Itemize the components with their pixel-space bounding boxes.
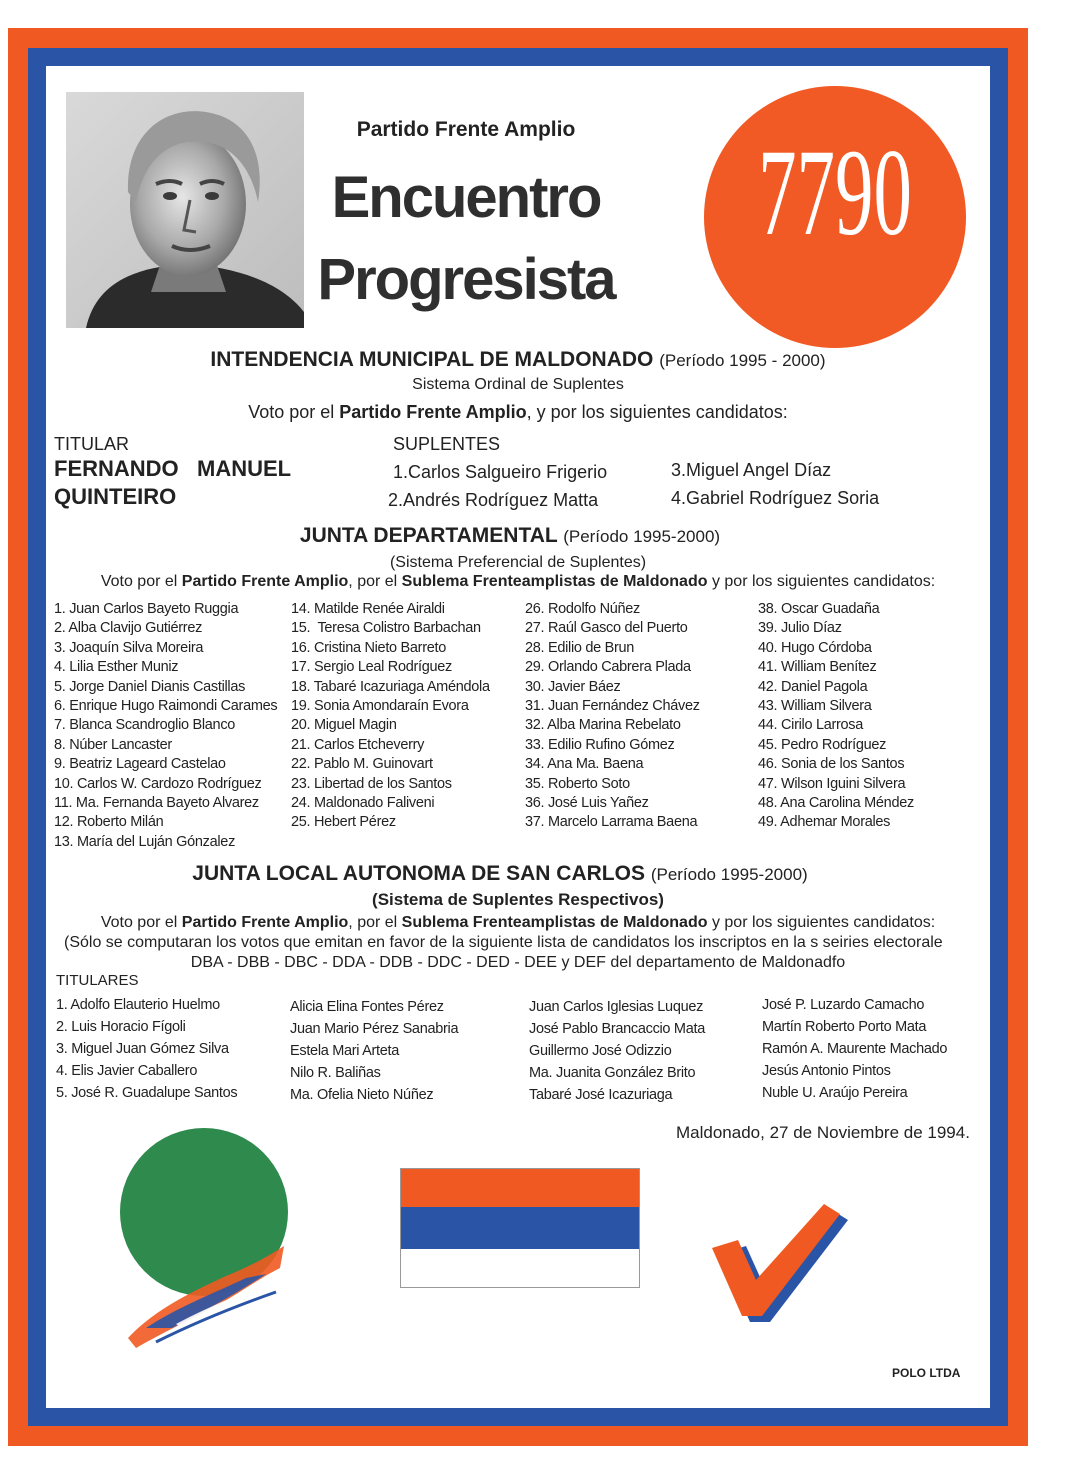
intendencia-heading: [46, 348, 990, 372]
titular-name-line2: QUINTEIRO: [54, 484, 177, 509]
junta-departamental-title: JUNTA DEPARTAMENTAL: [299, 524, 558, 547]
junta-local-period: (Período 1995-2000): [650, 865, 808, 884]
junta-local-column-3: [529, 996, 705, 1106]
list-item: 36. José Luis Yañez: [525, 794, 649, 811]
list-item: 18. Tabaré Icazuriaga Améndola: [291, 678, 490, 695]
vote-prefix: Voto por el: [100, 573, 182, 590]
list-item: 2. Alba Clavijo Gutiérrez: [54, 620, 203, 637]
vote-mid: , por el: [348, 573, 402, 590]
list-item: 23. Libertad de los Santos: [291, 775, 452, 792]
list-item: 15. Teresa Colistro Barbachan: [291, 620, 481, 637]
list-item: José P. Luzardo Camacho: [762, 997, 925, 1013]
list-item: 38. Oscar Guadaña: [758, 601, 880, 617]
junta-local-column-4: [762, 994, 947, 1104]
ballot-content: [46, 66, 990, 1408]
vote-party: Partido Frente Amplio: [181, 573, 349, 590]
vote-suffix: , y por los siguientes candidatos:: [526, 402, 788, 422]
vote-prefix: Voto por el: [100, 914, 182, 931]
junta-local-note-line1: (Sólo se computaran los votos que emitan en favor de la siguiente lista de candidatos los inscriptos en la s seiries electorale: [64, 934, 943, 951]
vote-party: Partido Frente Amplio: [181, 914, 349, 931]
list-item: 39. Julio Díaz: [758, 620, 842, 637]
list-item: 16. Cristina Nieto Barreto: [291, 639, 446, 656]
suplente-2: 2.Andrés Rodríguez Matta: [388, 490, 599, 510]
suplentes-label: SUPLENTES: [393, 434, 501, 454]
list-item: 32. Alba Marina Rebelato: [525, 717, 681, 734]
list-item: Juan Carlos Iglesias Luquez: [529, 999, 704, 1015]
list-item: 19. Sonia Amondaraín Evora: [291, 697, 469, 714]
list-item: 20. Miguel Magin: [291, 717, 397, 734]
vote-suffix: y por los siguientes candidatos:: [707, 914, 936, 931]
party-flag: [400, 1168, 640, 1288]
junta-local-vote-line: [46, 914, 990, 932]
list-item: 33. Edilio Rufino Gómez: [525, 736, 675, 753]
list-item: Nilo R. Baliñas: [290, 1065, 381, 1081]
list-item: 8. Núber Lancaster: [54, 736, 172, 753]
list-item: 40. Hugo Córdoba: [758, 639, 872, 656]
suplente-3: 3.Miguel Angel Díaz: [671, 460, 832, 480]
vote-prefix: Voto por el: [248, 402, 340, 422]
vote-sublema: Sublema Frenteamplistas de Maldonado: [401, 914, 708, 931]
list-item: 45. Pedro Rodríguez: [758, 736, 887, 753]
list-item: 41. William Benítez: [758, 659, 877, 676]
list-number-badge: [704, 86, 966, 348]
list-item: Tabaré José Icazuriaga: [529, 1087, 673, 1103]
list-item: 4. Lilia Esther Muniz: [54, 659, 179, 676]
list-item: 14. Matilde Renée Airaldi: [291, 601, 445, 617]
list-item: 3. Miguel Juan Gómez Silva: [56, 1041, 229, 1057]
list-item: 42. Daniel Pagola: [758, 678, 868, 695]
intendencia-system: Sistema Ordinal de Suplentes: [412, 376, 624, 393]
list-item: Martín Roberto Porto Mata: [762, 1019, 927, 1035]
titular-label: TITULAR: [54, 434, 130, 454]
vote-suffix: y por los siguientes candidatos:: [707, 573, 936, 590]
intendencia-vote-line: [46, 402, 990, 423]
junta-departamental-column-1: [54, 600, 277, 852]
list-item: 17. Sergio Leal Rodríguez: [291, 659, 452, 676]
list-item: 6. Enrique Hugo Raimondi Carames: [54, 697, 278, 714]
list-item: 2. Luis Horacio Fígoli: [56, 1019, 186, 1035]
list-item: 1. Juan Carlos Bayeto Ruggia: [54, 601, 239, 617]
list-item: Juan Mario Pérez Sanabria: [290, 1021, 459, 1037]
list-item: Estela Mari Arteta: [290, 1043, 400, 1059]
list-item: 46. Sonia de los Santos: [758, 756, 905, 773]
list-item: 28. Edilio de Brun: [525, 639, 635, 656]
junta-local-title: JUNTA LOCAL AUTONOMA DE SAN CARLOS: [192, 862, 645, 885]
intendencia-title: INTENDENCIA MUNICIPAL DE MALDONADO: [210, 348, 654, 371]
suplente-1: 1.Carlos Salgueiro Frigerio: [393, 462, 608, 482]
list-name-line1: Encuentro: [331, 165, 601, 230]
list-item: 10. Carlos W. Cardozo Rodríguez: [54, 775, 262, 792]
list-number: 7790: [758, 124, 912, 261]
titular-name-line1: FERNANDO MANUEL: [54, 456, 292, 481]
junta-local-system: (Sistema de Suplentes Respectivos): [372, 890, 664, 909]
intendencia-period: (Período 1995 - 2000): [659, 351, 826, 370]
titulares-label: TITULARES: [56, 972, 139, 989]
list-item: 3. Joaquín Silva Moreira: [54, 639, 204, 656]
list-item: 5. José R. Guadalupe Santos: [56, 1085, 238, 1101]
junta-local-column-2: [290, 996, 458, 1106]
list-item: 47. Wilson Iguini Silvera: [758, 775, 906, 792]
list-item: Ramón A. Maurente Machado: [762, 1041, 948, 1057]
junta-local-heading: [46, 862, 972, 886]
list-item: Ma. Ofelia Nieto Núñez: [290, 1087, 434, 1103]
vote-party: Partido Frente Amplio: [339, 402, 527, 422]
list-item: 37. Marcelo Larrama Baena: [525, 814, 698, 831]
list-item: 27. Raúl Gasco del Puerto: [525, 620, 688, 637]
list-item: 44. Cirilo Larrosa: [758, 717, 864, 734]
flag-white-stripe: [401, 1249, 639, 1287]
list-item: 9. Beatriz Lageard Castelao: [54, 756, 226, 773]
junta-departamental-column-3: [525, 600, 700, 833]
list-item: 25. Hebert Pérez: [291, 814, 396, 831]
list-item: 29. Orlando Cabrera Plada: [525, 659, 691, 676]
printer-credit: POLO LTDA: [892, 1366, 961, 1380]
junta-departamental-vote-line: [46, 573, 990, 591]
flag-orange-stripe: [401, 1169, 639, 1207]
junta-departamental-heading: [46, 524, 982, 548]
list-item: 48. Ana Carolina Méndez: [758, 794, 914, 811]
list-name-line2: Progresista: [317, 247, 615, 312]
list-item: 35. Roberto Soto: [525, 775, 630, 792]
junta-departamental-system: (Sistema Preferencial de Suplentes): [389, 554, 647, 571]
junta-local-column-1: [56, 994, 237, 1104]
list-item: Guillermo José Odizzio: [529, 1043, 672, 1059]
list-item: 7. Blanca Scandroglio Blanco: [54, 717, 236, 734]
list-item: 43. William Silvera: [758, 697, 872, 714]
list-item: José Pablo Brancaccio Mata: [529, 1021, 705, 1037]
vote-mid: , por el: [348, 914, 402, 931]
junta-departamental-column-2: [291, 600, 490, 833]
list-item: 24. Maldonado Faliveni: [291, 794, 435, 811]
list-item: Ma. Juanita González Brito: [529, 1065, 696, 1081]
flag-blue-stripe: [401, 1207, 639, 1249]
list-item: 5. Jorge Daniel Dianis Castillas: [54, 678, 246, 695]
list-item: 1. Adolfo Elauterio Huelmo: [56, 997, 220, 1013]
list-item: 31. Juan Fernández Chávez: [525, 697, 700, 714]
place-date: Maldonado, 27 de Noviembre de 1994.: [676, 1123, 970, 1142]
junta-departamental-period: (Período 1995-2000): [563, 527, 721, 546]
list-item: Alicia Elina Fontes Pérez: [290, 999, 444, 1015]
list-item: Jesús Antonio Pintos: [762, 1063, 891, 1079]
list-item: 4. Elis Javier Caballero: [56, 1063, 198, 1079]
junta-local-note-line2: DBA - DBB - DBC - DDA - DDB - DDC - DED - DEE y DEF del departamento de Maldonadfo: [190, 954, 846, 971]
list-item: 49. Adhemar Morales: [758, 814, 891, 831]
list-item: Nuble U. Araújo Pereira: [762, 1085, 908, 1101]
vote-sublema: Sublema Frenteamplistas de Maldonado: [401, 573, 708, 590]
list-item: 26. Rodolfo Núñez: [525, 601, 641, 617]
list-item: 22. Pablo M. Guinovart: [291, 756, 433, 773]
list-item: 11. Ma. Fernanda Bayeto Alvarez: [54, 794, 259, 811]
junta-departamental-column-4: [758, 600, 914, 833]
list-item: 12. Roberto Milán: [54, 814, 164, 831]
list-item: 34. Ana Ma. Baena: [525, 756, 644, 773]
list-item: 13. María del Luján Gónzalez: [54, 833, 236, 850]
checkmark-icon: [706, 1202, 856, 1332]
list-item: 30. Javier Báez: [525, 678, 621, 695]
suplente-4: 4.Gabriel Rodríguez Soria: [671, 488, 880, 508]
list-item: 21. Carlos Etcheverry: [291, 736, 425, 753]
party-sun-logo: [116, 1128, 296, 1358]
party-name: Partido Frente Amplio: [356, 118, 576, 141]
